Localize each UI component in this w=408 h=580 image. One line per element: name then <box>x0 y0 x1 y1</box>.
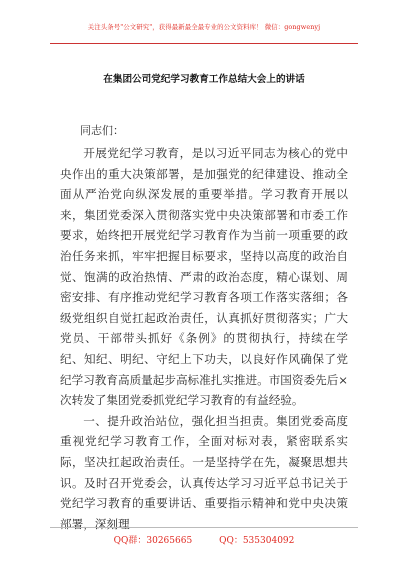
document-body <box>60 143 348 534</box>
salutation: 同志们： <box>80 124 124 137</box>
document-title: 在集团公司党纪学习教育工作总结大会上的讲话 <box>103 74 305 85</box>
footer-divider <box>50 527 358 528</box>
footer-qq-number: QQ：535304092 <box>219 536 295 546</box>
footer-qq-group: QQ群：30265665 <box>113 536 193 546</box>
footer-contact <box>0 533 408 546</box>
paragraph-intro: 开展党纪学习教育，是以习近平同志为核心的党中央作出的重大决策部署，是加强党的纪律建设、推动全面从严治党向纵深发展的重要举措。学习教育开展以来，集团党委深入贯彻落实党中央决策部署和市委工作要求，始终把开展党纪学习教育作为当前一项重要的政治任务来抓，牢牢把握目标要求，坚持以高度的政治自觉、饱满的政治热情、严肃的政治态度，精心谋划、周密安排、有序推动党纪学习教育各项工作落实落细；各级党组织自觉扛起政治责任，认真抓好贯彻落实；广大党员、干部带头抓好《条例》的贯彻执行，持续在学纪、知纪、明纪、守纪上下功夫，以良好作风确保了党纪学习教育高质量起步高标准扎实推进。市国资委先后×次转发了集团党委抓党纪学习教育的有益经验。 <box>60 146 348 408</box>
paragraph-section-one: 一、提升政治站位，强化担当担责。集团党委高度重视党纪学习教育工作，全面对标对表，紧密联系实际，坚决扛起政治责任。一是坚持学在先，凝聚思想共识。及时召开党委会，认真传达学习习近平总书记关于党纪学习教育的重要讲话、重要指示精神和党中央决策部署，深刻理 <box>60 413 348 531</box>
header-divider <box>50 43 358 44</box>
header-banner: 关注头条号"公文研究"，获得最新最全最专业的公文资料库！ 微信：gongwenyj <box>87 23 321 31</box>
